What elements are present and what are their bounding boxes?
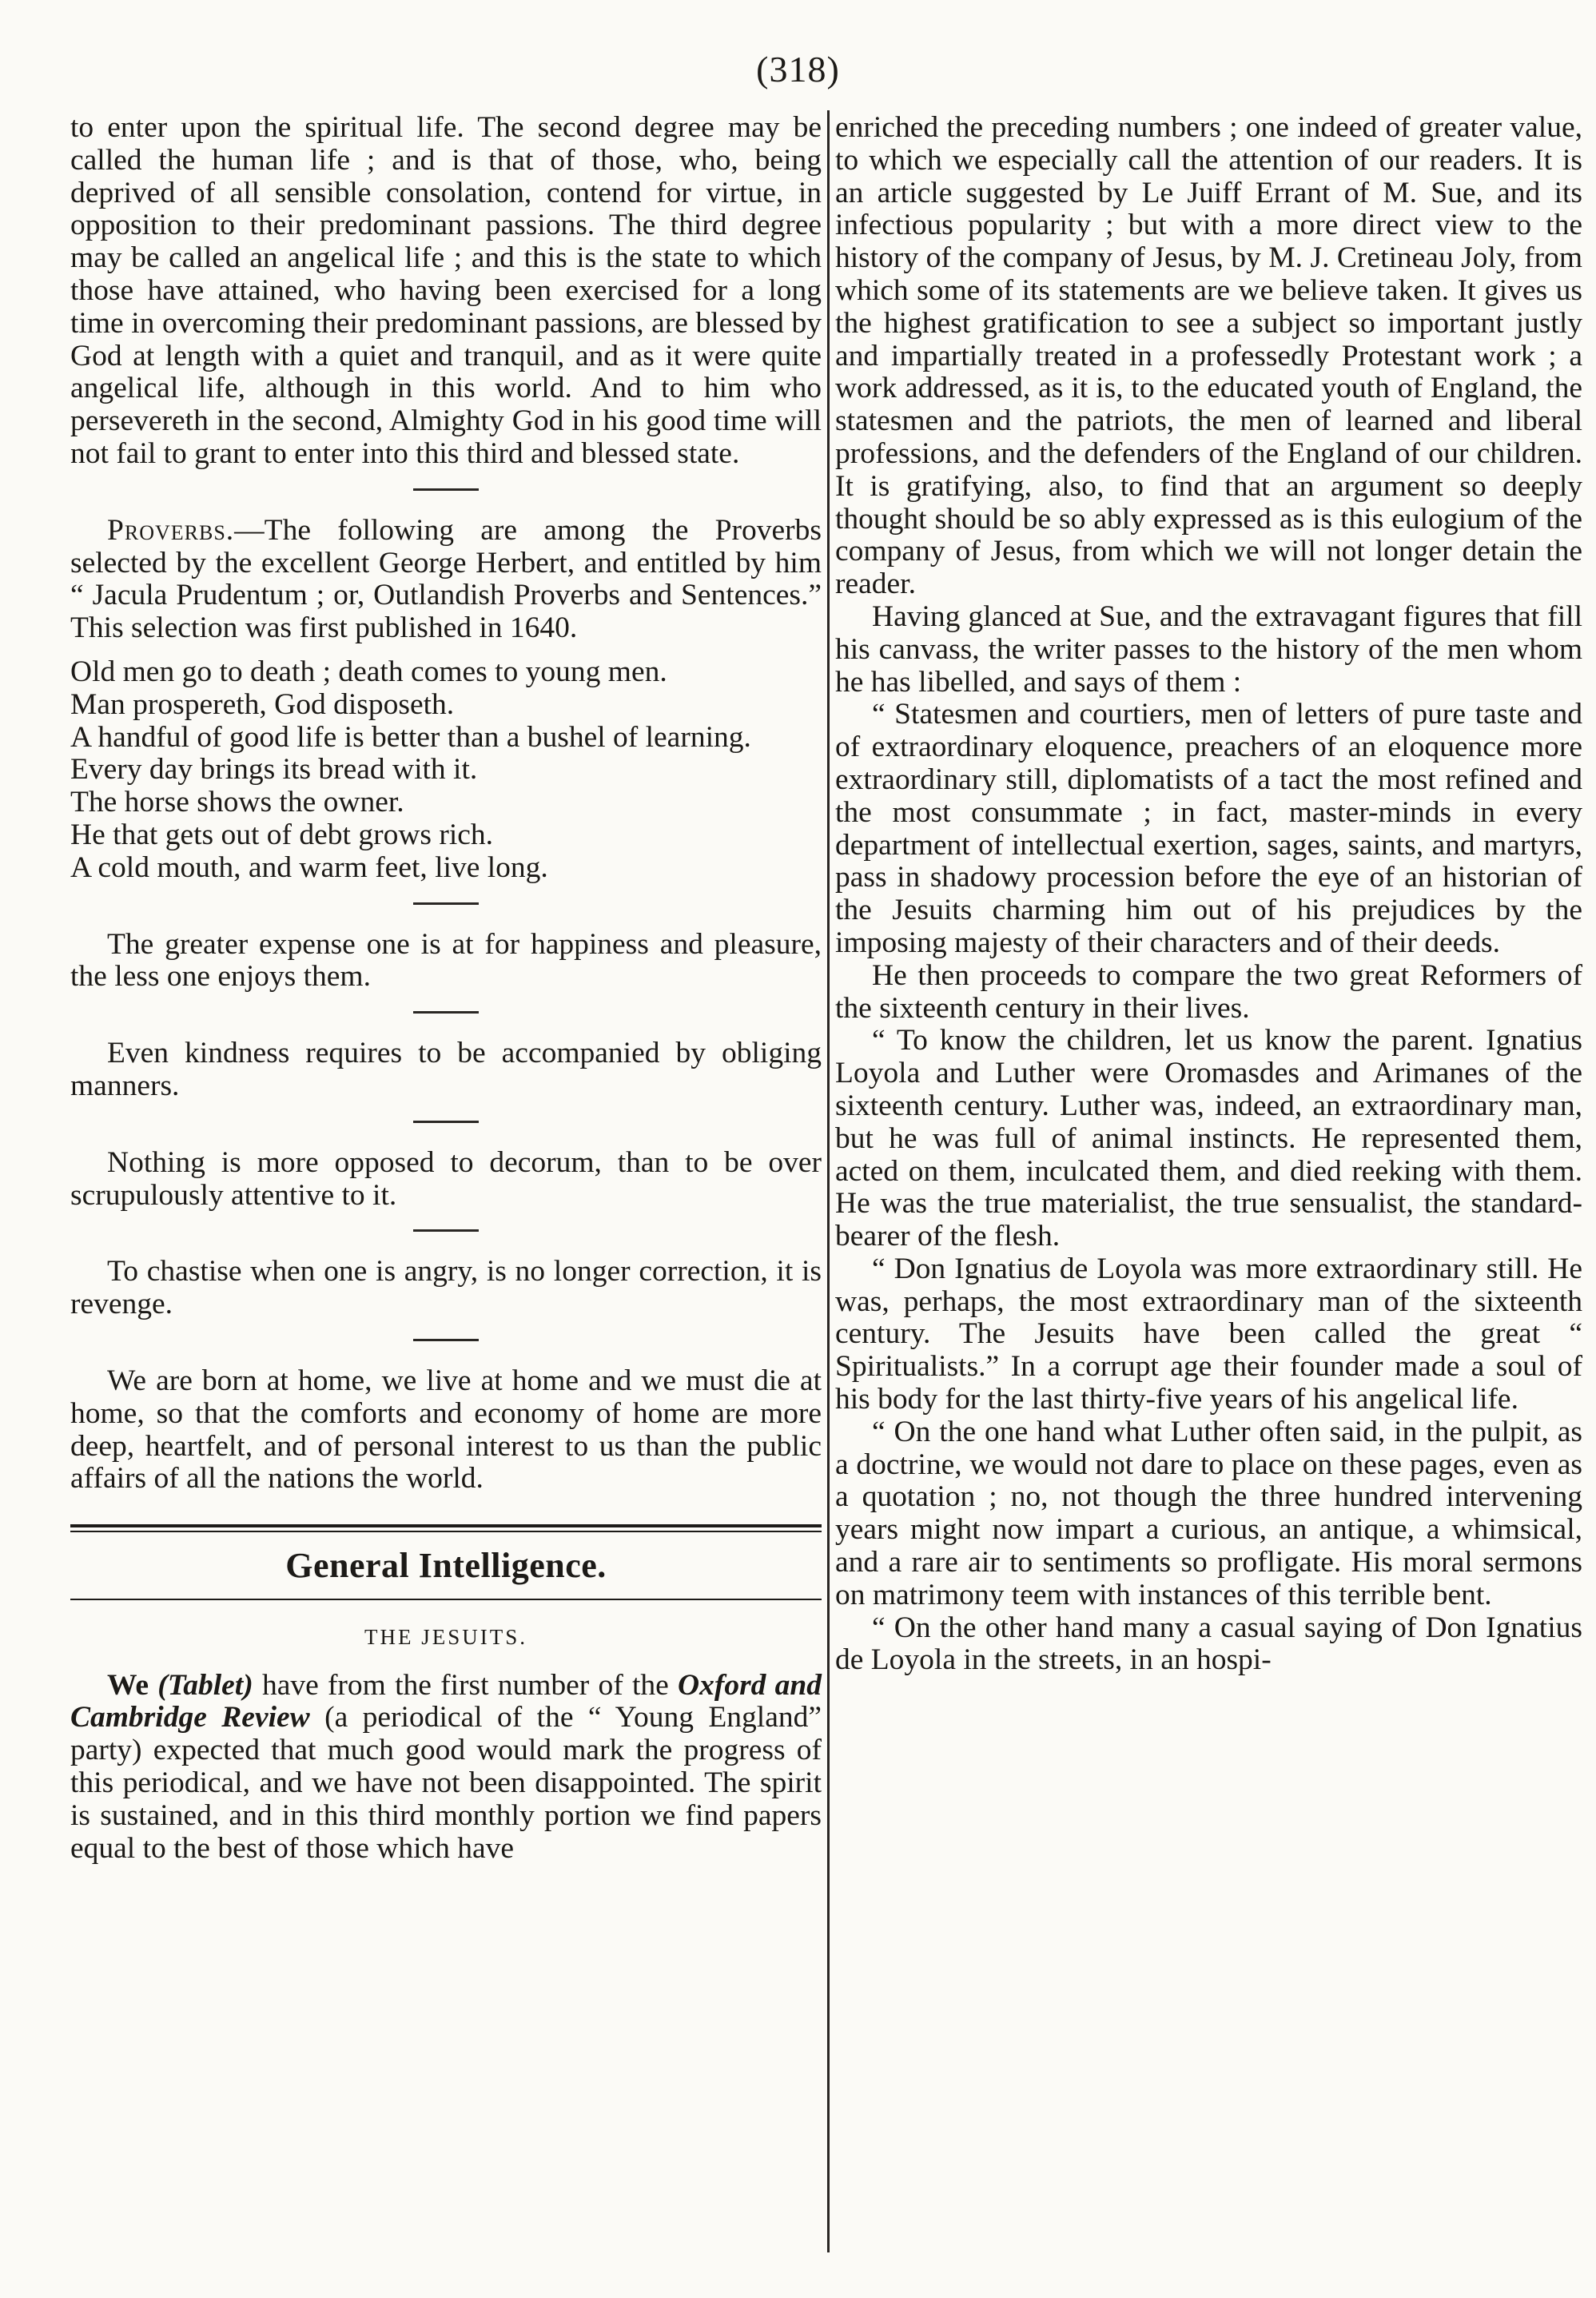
column-divider [827,110,830,2252]
proverb-line: Old men go to death ; death comes to young men. [70,655,667,688]
jesuits-lead-word: We [107,1668,158,1702]
page-number: (318) [756,49,840,90]
section-title: General Intelligence. [285,1546,607,1586]
right-column [835,112,1582,1677]
separator-rule [413,1121,479,1123]
article-paragraph: enriched the preceding numbers ; one indeed of greater value, to which we especially call the attention of our readers. It is an article suggested by Le Juiff Errant of M. Sue, and its infectious popularity ; but with a more direct view to the history of the company of Jesus, by M. J. Cretineau Joly, from which some of its statements are we believe taken. It gives us the highest gratification to see a subject so important justly and impartially treated in a professedly Protestant work ; a work addressed, as it is, to the educated youth of England, the statesmen and the patriots, the men of learned and liberal professions, and the defenders of the England of our children. It is gratifying, also, to find that an argument so deeply thought should be so ably expressed as is this eulogium of the company of Jesus, from which we will not longer detain the reader. [835,111,1582,601]
proverb-line: A handful of good life is better than a bushel of learning. [70,720,751,754]
quote-paragraph: “ On the one hand what Luther often said, in the pulpit, as a doctrine, we would not dare to place on these pages, even as a quotation ; no, not though the three hundred intervening years might now impart a curious, an antique, a whimsical, and a rare air to sentiments so profligate. His moral sermons on matrimony teem with instances of this terrible bent. [835,1415,1582,1611]
proverbs-intro-paragraph [70,515,822,645]
jesuits-text-a: have from the first number of the [253,1668,678,1702]
article-subtitle: THE JESUITS. [364,1624,527,1649]
maxim-paragraph: To chastise when one is angry, is no longer correction, it is revenge. [70,1255,822,1321]
tablet-citation: (Tablet) [157,1668,253,1702]
proverb-line: He that gets out of debt grows rich. [70,818,494,851]
proverb-line: A cold mouth, and warm feet, live long. [70,850,548,884]
quote-paragraph: “ Statesmen and courtiers, men of letters of pure taste and of extraordinary eloquence, preachers of an eloquence more extraordinary still, diplomatists of a tact the most refined and the most consummate ; in fact, master-minds in every department of intellectual exertion, sages, saints, and martyrs, pass in shadowy procession before the eye of an historian of the Jesuits charming him out of his prejudices by the imposing majesty of their characters and of their deeds. [835,698,1582,959]
intro-paragraph: to enter upon the spiritual life. The second degree may be called the human life ; and is that of those, who, being deprived of all sensible consolation, contend for virtue, in opposition to their predominant passions. The third degree may be called an angelical life ; and this is the state to which those have attained, who having been exercised for a long time in overcoming their predominant passions, are blessed by God at length with a quiet and tranquil, and as it were quite angelical life, although in this world. And to him who persevereth in the second, Almighty God in his good time will not fail to grant to enter into this third and blessed state. [70,111,822,470]
proverbs-list [70,656,822,885]
separator-rule [413,902,479,905]
section-double-rule [70,1524,822,1532]
proverbs-label: Proverbs. [107,513,235,547]
section-thin-rule [70,1599,822,1600]
article-paragraph: He then proceeds to compare the two great Reformers of the sixteenth century in their lives. [835,958,1582,1025]
quote-paragraph: “ To know the children, let us know the parent. Ignatius Loyola and Luther were Oromasdes and Arimanes of the sixteenth century. Luther was, indeed, an extraordinary man, but he was full of animal instincts. He represented them, acted on them, inculcated them, and died reeking with them. He was the true materialist, the true sensualist, the standard-bearer of the flesh. [835,1024,1582,1253]
jesuits-paragraph [70,1670,822,1866]
quote-paragraph: “ On the other hand many a casual saying of Don Ignatius de Loyola in the streets, in an hospi- [835,1611,1582,1677]
proverbs-intro-text: —The following are among the Proverbs selected by the excellent George Herbert, and entitled by him “ Jacula Prudentum ; or, Outlandish Proverbs and Sentences.” This selection was first published in 1640. [70,513,822,645]
article-paragraph: Having glanced at Sue, and the extravagant figures that fill his canvass, the writer passes to the history of the men whom he has libelled, and says of them : [835,599,1582,699]
quote-paragraph: “ Don Ignatius de Loyola was more extraordinary still. He was, perhaps, the most extraordinary man of the sixteenth century. The Jesuits have been called the great “ Spiritualists.” In a corrupt age their founder made a soul of his body for the last thirty-five years of his angelical life. [835,1252,1582,1416]
proverb-line: Man prospereth, God disposeth. [70,687,455,721]
proverb-line: The horse shows the owner. [70,786,404,819]
maxim-paragraph: Nothing is more opposed to decorum, than to be over scrupulously attentive to it. [70,1145,822,1212]
maxim-paragraph: The greater expense one is at for happiness and pleasure, the less one enjoys them. [70,927,822,994]
left-column [70,112,822,1865]
separator-rule [413,488,479,491]
home-paragraph: We are born at home, we live at home and we must die at home, so that the comforts and economy of home are more deep, heartfelt, and of personal interest to us than the public affairs of all the nations the world. [70,1364,822,1495]
separator-rule [413,1229,479,1232]
separator-rule [413,1011,479,1014]
separator-rule [413,1339,479,1341]
maxim-paragraph: Even kindness requires to be accompanied by obliging manners. [70,1037,822,1102]
review-title: Oxford and Cambridge Review [70,1668,822,1734]
proverb-line: Every day brings its bread with it. [70,753,478,787]
jesuits-text-b: (a periodical of the “ Young England” party) expected that much good would mark the progress of this periodical, and we have not been disappointed. The spirit is sustained, and in this third monthly portion we find papers equal to the best of those which have [70,1701,822,1865]
